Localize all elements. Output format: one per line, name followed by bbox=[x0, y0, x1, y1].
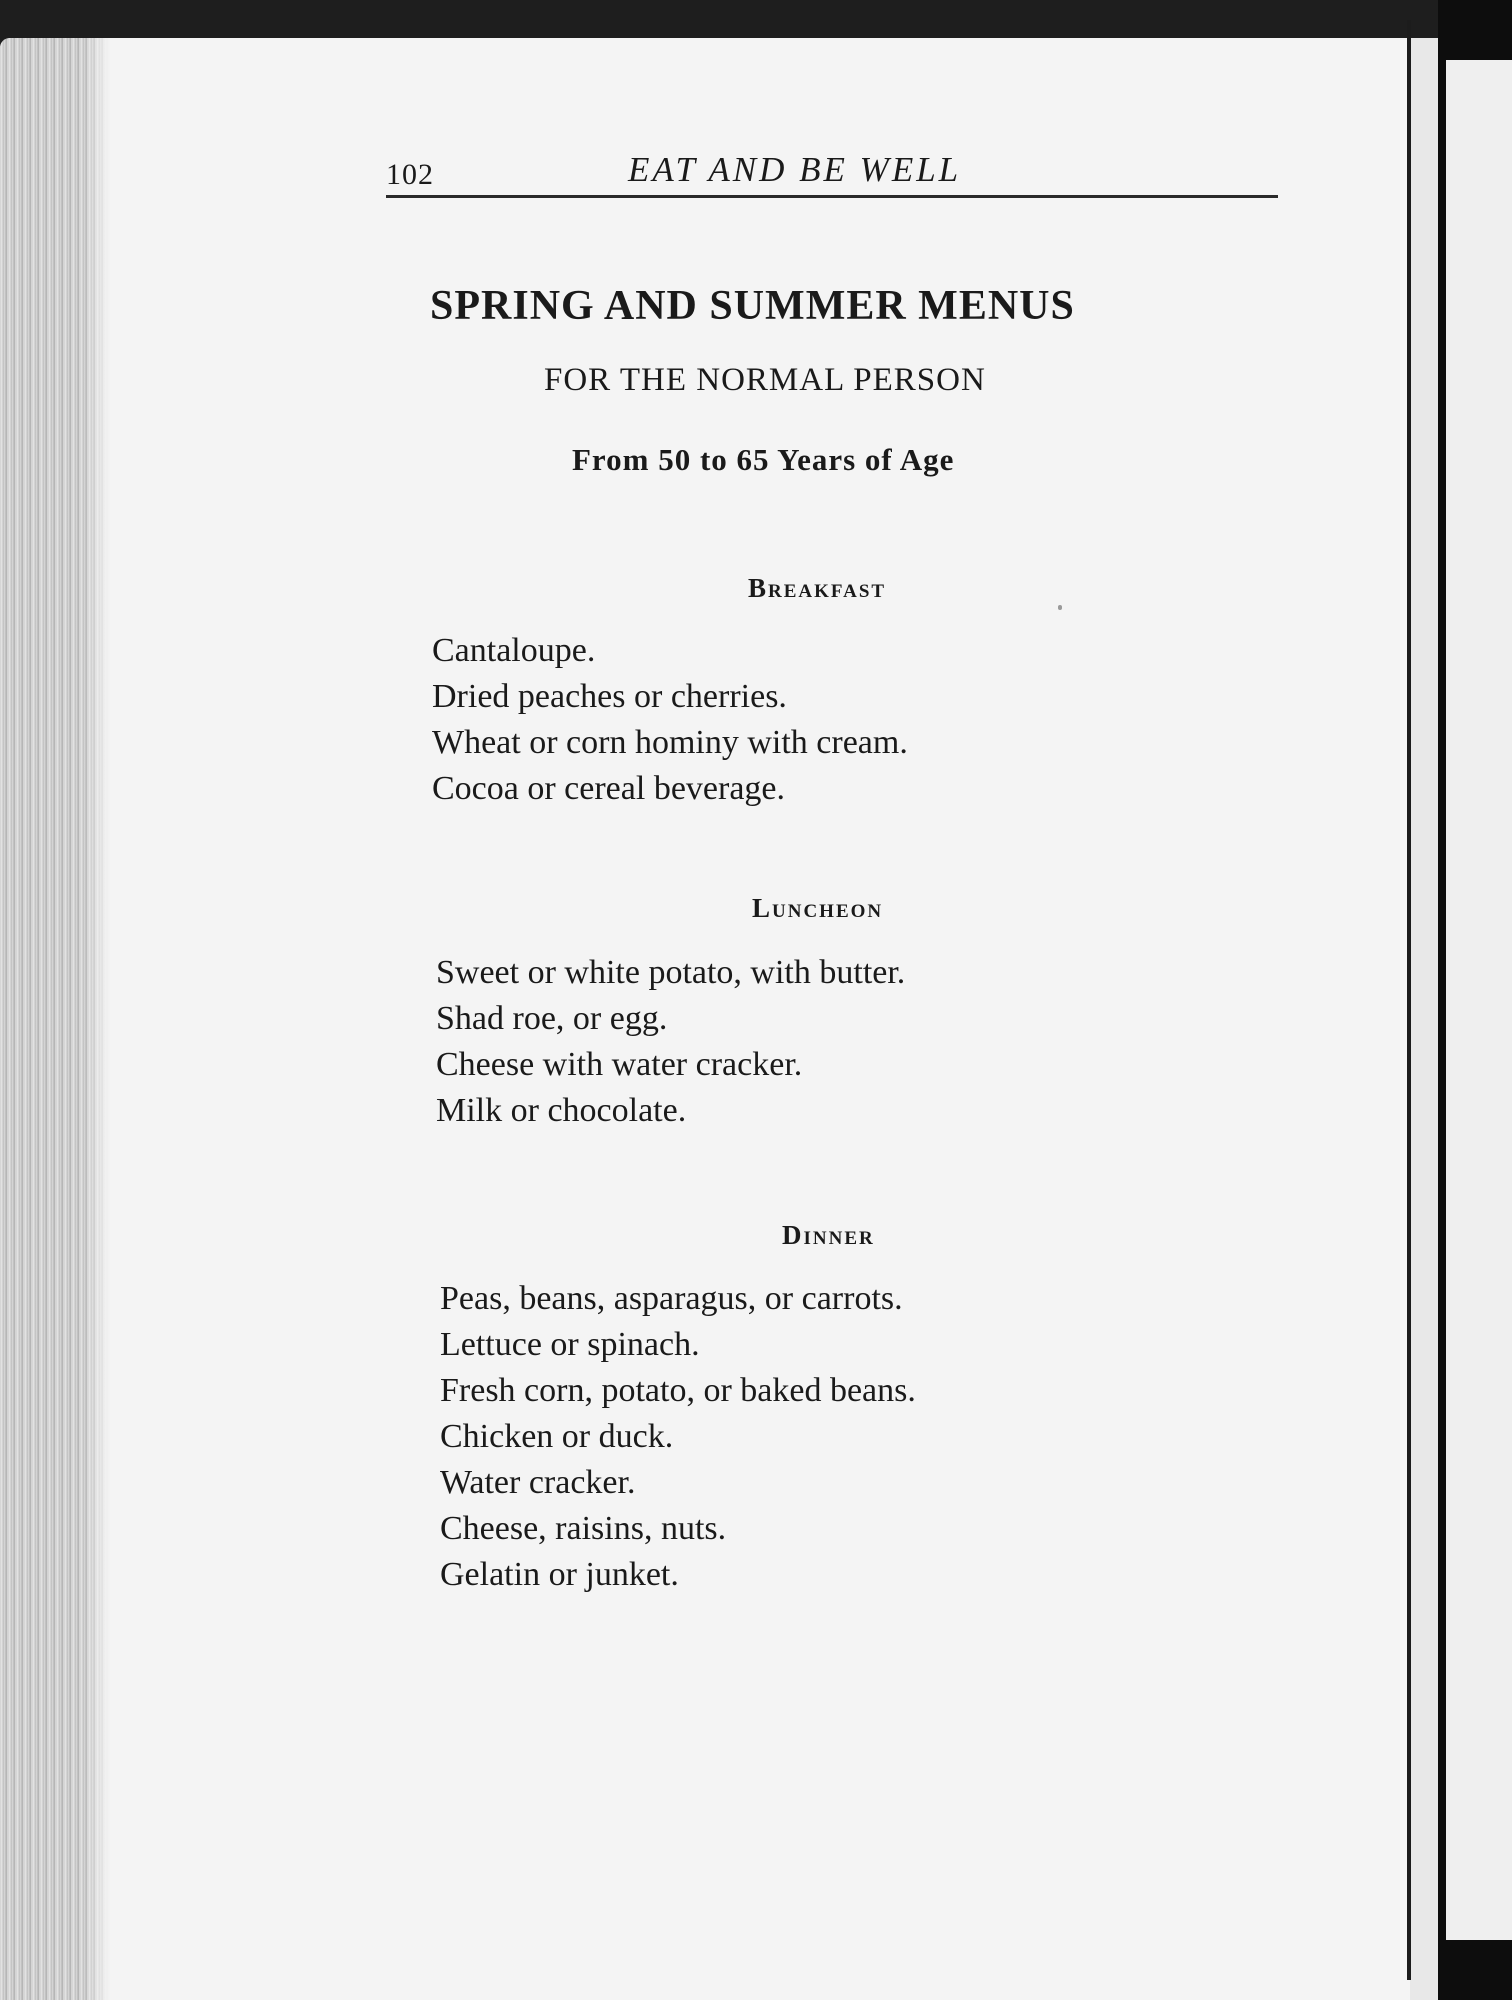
page-title: SPRING AND SUMMER MENUS bbox=[430, 283, 1075, 329]
spine-line bbox=[1407, 20, 1411, 1980]
dinner-list bbox=[440, 1276, 916, 1598]
luncheon-list bbox=[436, 950, 905, 1134]
list-item: Dried peaches or cherries. bbox=[432, 678, 787, 715]
list-item: Peas, beans, asparagus, or carrots. bbox=[440, 1280, 903, 1317]
list-item: Cocoa or cereal beverage. bbox=[432, 770, 785, 807]
page-subtitle: FOR THE NORMAL PERSON bbox=[544, 362, 986, 398]
page-number: 102 bbox=[386, 158, 434, 191]
list-item: Water cracker. bbox=[440, 1464, 636, 1501]
list-item: Wheat or corn hominy with cream. bbox=[432, 724, 908, 761]
list-item: Cantaloupe. bbox=[432, 632, 596, 669]
list-item: Fresh corn, potato, or baked beans. bbox=[440, 1372, 916, 1409]
running-head bbox=[386, 150, 1278, 198]
header-rule bbox=[386, 195, 1278, 198]
list-item: Cheese, raisins, nuts. bbox=[440, 1510, 727, 1547]
meal-heading-luncheon: Luncheon bbox=[752, 893, 884, 923]
list-item: Cheese with water cracker. bbox=[436, 1046, 803, 1083]
paper-speck bbox=[1058, 605, 1062, 610]
breakfast-list bbox=[432, 628, 908, 812]
list-item: Shad roe, or egg. bbox=[436, 1000, 668, 1037]
list-item: Milk or chocolate. bbox=[436, 1092, 687, 1129]
age-range: From 50 to 65 Years of Age bbox=[572, 442, 955, 477]
running-title: EAT AND BE WELL bbox=[628, 150, 962, 189]
page-gutter bbox=[1410, 38, 1438, 2000]
page-stack-edges bbox=[0, 38, 110, 2000]
list-item: Chicken or duck. bbox=[440, 1418, 674, 1455]
facing-page-edge bbox=[1438, 0, 1512, 2000]
list-item: Lettuce or spinach. bbox=[440, 1326, 700, 1363]
list-item: Gelatin or junket. bbox=[440, 1556, 679, 1593]
meal-heading-breakfast: Breakfast bbox=[748, 573, 887, 603]
facing-page-sheet bbox=[1446, 60, 1512, 1940]
list-item: Sweet or white potato, with butter. bbox=[436, 954, 906, 991]
meal-heading-dinner: Dinner bbox=[782, 1220, 875, 1250]
